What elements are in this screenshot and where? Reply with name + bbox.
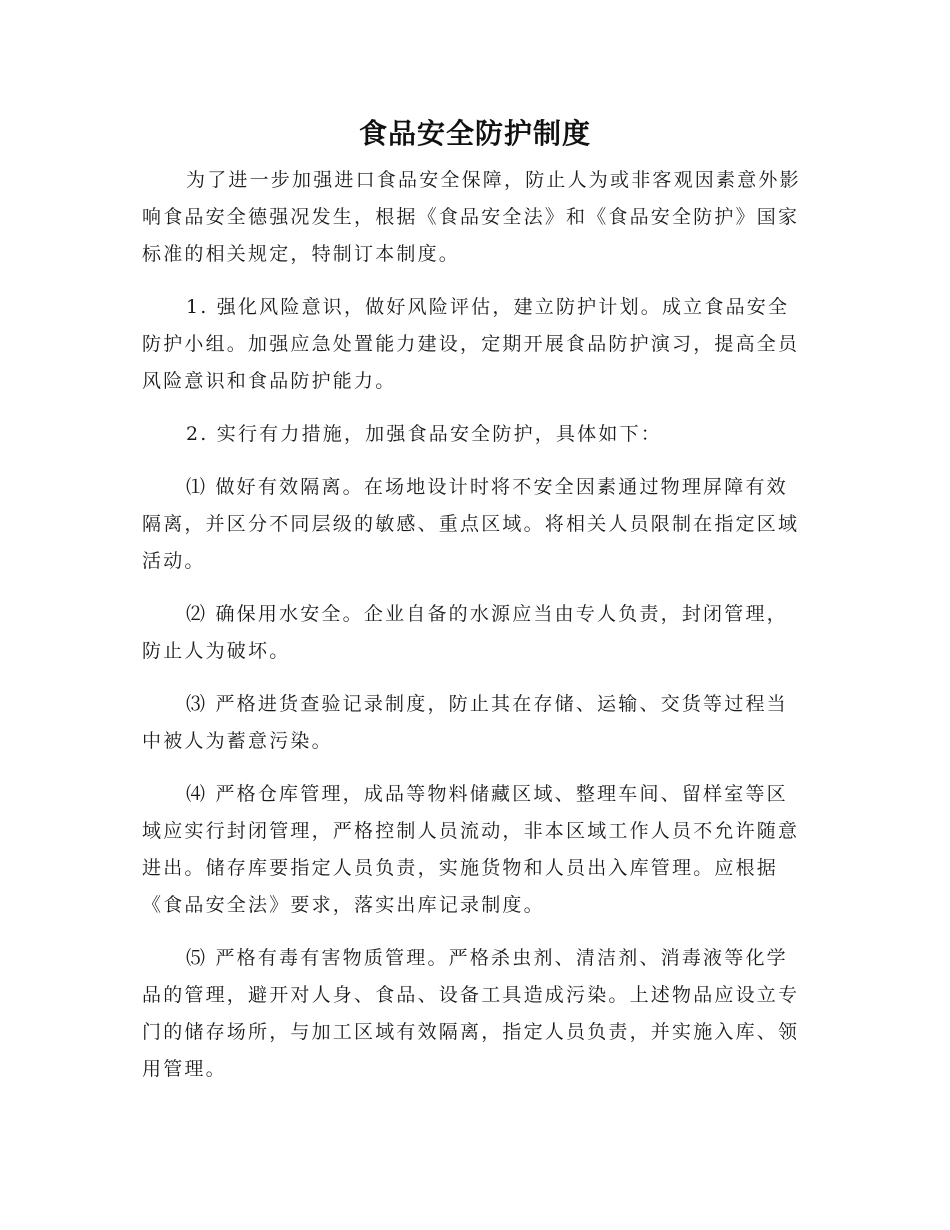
subclause-4-paragraph: ⑷ 严格仓库管理，成品等物料储藏区域、整理车间、留样室等区域应实行封闭管理，严格控制人员流动，非本区域工作人员不允许随意进出。储存库要指定人员负责，实施货物和人员出入库管理。应根据《食品安全法》要求，落实出库记录制度。 <box>142 783 800 916</box>
subclause-3-paragraph: ⑶ 严格进货查验记录制度，防止其在存储、运输、交货等过程当中被人为蓄意污染。 <box>142 693 788 752</box>
subclause-1-paragraph: ⑴ 做好有效隔离。在场地设计时将不安全因素通过物理屏障有效隔离，并区分不同层级的敏感、重点区域。将相关人员限制在指定区域活动。 <box>142 476 800 572</box>
clause-2-paragraph: 2. 实行有力措施，加强食品安全防护，具体如下： <box>186 423 662 445</box>
subclause-5-paragraph: ⑸ 严格有毒有害物质管理。严格杀虫剂、清洁剂、消毒液等化学品的管理，避开对人身、食品、设备工具造成污染。上述物品应设立专门的储存场所，与加工区域有效隔离，指定人员负责，并实施入库、领用管理。 <box>142 947 800 1080</box>
document-body <box>142 162 807 1104</box>
intro-paragraph: 为了进一步加强进口食品安全保障，防止人为或非客观因素意外影响食品安全德强况发生，根据《食品安全法》和《食品安全防护》国家标准的相关规定，特制订本制度。 <box>142 169 801 265</box>
clause-1-paragraph: 1. 强化风险意识，做好风险评估，建立防护计划。成立食品安全防护小组。加强应急处置能力建设，定期开展食品防护演习，提高全员风险意识和食品防护能力。 <box>142 296 800 392</box>
document-title: 食品安全防护制度 <box>358 117 591 150</box>
subclause-2-paragraph: ⑵ 确保用水安全。企业自备的水源应当由专人负责，封闭管理，防止人为破坏。 <box>142 603 788 662</box>
